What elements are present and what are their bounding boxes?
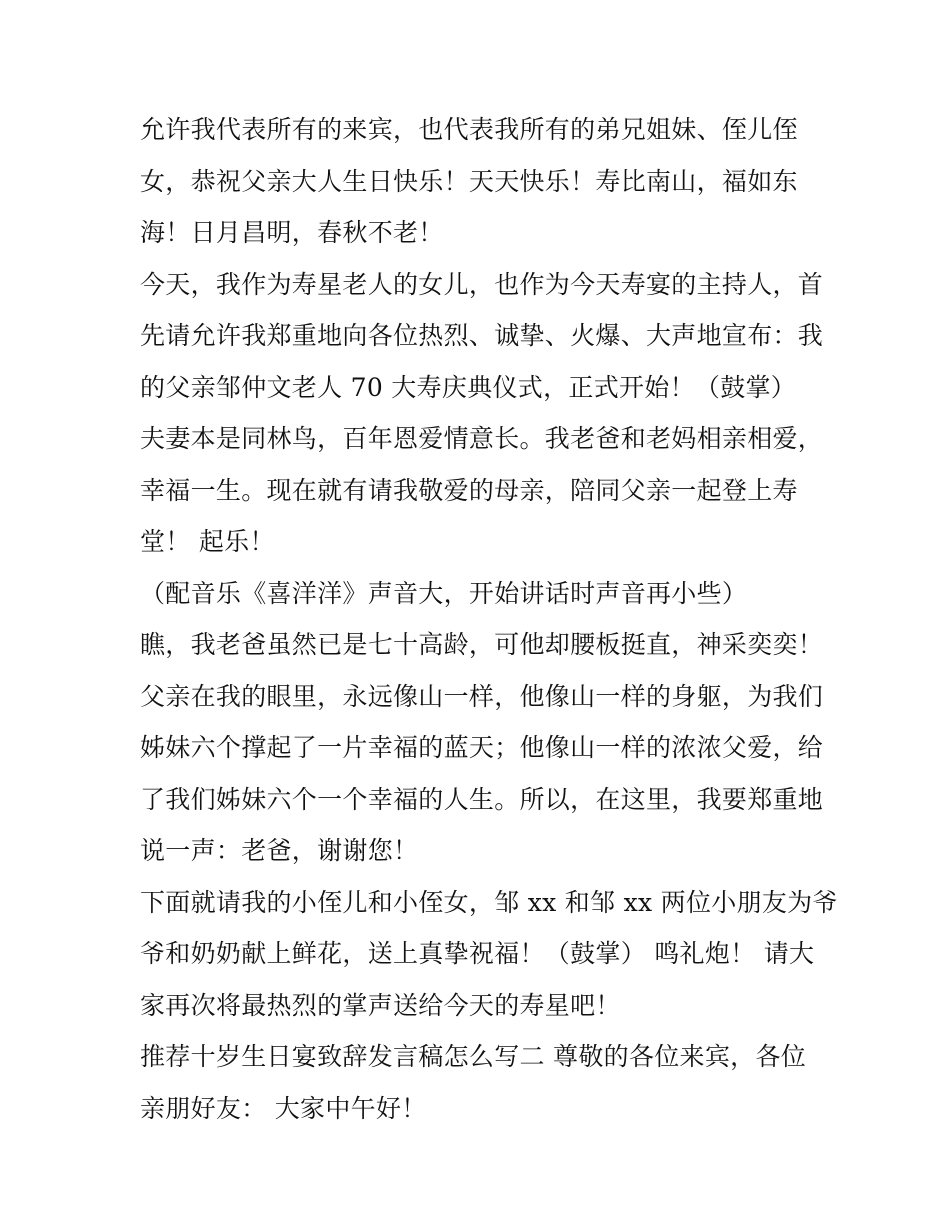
text-line: 幸福一生。现在就有请我敬爱的母亲，陪同父亲一起登上寿 xyxy=(140,475,798,505)
text-line: 父亲在我的眼里，永远像山一样，他像山一样的身躯，为我们 xyxy=(140,681,824,711)
text-line: 允许我代表所有的来宾，也代表我所有的弟兄姐妹、侄儿侄 xyxy=(140,115,798,144)
text-line: 今天，我作为寿星老人的女儿，也作为今天寿宴的主持人，首 xyxy=(140,269,824,299)
text-line: 了我们姊妹六个一个幸福的人生。所以，在这里，我要郑重地 xyxy=(140,784,824,814)
text-line: 海！日月昌明，春秋不老！ xyxy=(140,218,444,247)
text-line: 女，恭祝父亲大人生日快乐！天天快乐！寿比南山，福如东 xyxy=(140,166,798,196)
text-line: 姊妹六个撑起了一片幸福的蓝天；他像山一样的浓浓父爱，给 xyxy=(140,733,824,762)
document-body xyxy=(140,104,838,1134)
text-line: 堂！ 起乐！ xyxy=(140,527,275,556)
text-line: 爷和奶奶献上鲜花，送上真挚祝福！（鼓掌） 鸣礼炮！ 请大 xyxy=(140,939,815,968)
text-line: 瞧，我老爸虽然已是七十高龄，可他却腰板挺直，神采奕奕！ xyxy=(140,630,824,659)
text-line: 推荐十岁生日宴致辞发言稿怎么写二 尊敬的各位来宾，各位 xyxy=(140,1042,807,1071)
text-line: 下面就请我的小侄儿和小侄女，邹 xx 和邹 xx 两位小朋友为爷 xyxy=(140,887,838,917)
text-line: 家再次将最热烈的掌声送给今天的寿星吧！ xyxy=(140,990,621,1020)
text-line: 亲朋好友： 大家中午好！ xyxy=(140,1093,427,1123)
text-line: 的父亲邹仲文老人 70 大寿庆典仪式，正式开始！（鼓掌） xyxy=(140,372,797,402)
text-line: 说一声：老爸，谢谢您！ xyxy=(140,836,419,865)
text-line: 夫妻本是同林鸟，百年恩爱情意长。我老爸和老妈相亲相爱， xyxy=(140,424,824,453)
text-line: 先请允许我郑重地向各位热烈、诚挚、火爆、大声地宣布：我 xyxy=(140,321,824,350)
text-line: （配音乐《喜洋洋》声音大，开始讲话时声音再小些） xyxy=(140,578,748,608)
